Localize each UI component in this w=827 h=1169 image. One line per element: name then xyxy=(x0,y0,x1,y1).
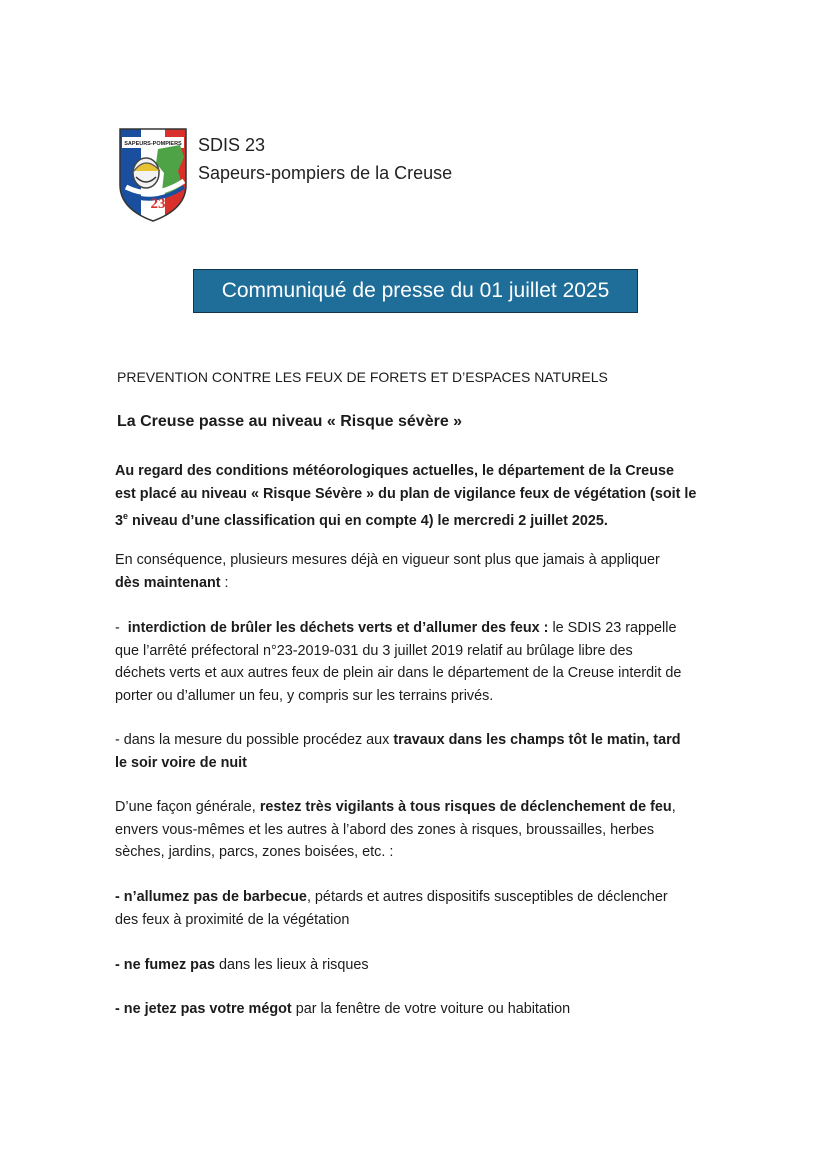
tip-cigarette-butt: - ne jetez pas votre mégot par la fenêtre de votre voiture ou habitation xyxy=(115,1001,571,1017)
consequence-line: dès maintenant : xyxy=(115,574,229,591)
intro-line: 3e niveau d’une classification qui en compte 4) le mercredi 2 juillet 2025. xyxy=(115,511,608,529)
consequence-paragraph xyxy=(115,549,715,594)
consequence-line: En conséquence, plusieurs mesures déjà en vigueur sont plus que jamais à appliquer xyxy=(115,552,660,568)
org-short-name: SDIS 23 xyxy=(198,135,266,155)
tip-barbecue: - n’allumez pas de barbecue, pétards et autres dispositifs susceptibles de déclencher des feux à proximité de la végétation xyxy=(115,889,668,928)
intro-line: est placé au niveau « Risque Sévère » du plan de vigilance feux de végétation (soit le xyxy=(115,485,697,502)
org-full-name: Sapeurs-pompiers de la Creuse xyxy=(198,163,453,183)
measure-field-work: - dans la mesure du possible procédez aux travaux dans les champs tôt le matin, tard le soir voire de nuit xyxy=(115,732,681,771)
press-release-banner: Communiqué de presse du 01 juillet 2025 xyxy=(193,269,638,313)
section-title: PREVENTION CONTRE LES FEUX DE FORETS ET D’ESPACES NATURELS xyxy=(117,369,608,385)
organization-name xyxy=(198,131,452,187)
general-vigilance: D’une façon générale, restez très vigilants à tous risques de déclenchement de feu, envers vous-mêmes et les autres à l’abord des zones à risques, broussailles, herbes sèches, jardins, parcs, zones boisées, etc. : xyxy=(115,799,676,860)
sdis-logo-icon xyxy=(118,127,188,223)
headline: La Creuse passe au niveau « Risque sévère » xyxy=(117,413,463,430)
measure-burning-ban: - interdiction de brûler les déchets verts et d’allumer des feux : le SDIS 23 rappelle que l’arrêté préfectoral n°23-2019-031 du 3 juillet 2019 relatif au brûlage libre des déchets verts et aux autres feux de plein air dans le département de la Creuse interdit de porter ou d’allumer un feu, y compris sur les terrains privés. xyxy=(115,620,682,704)
intro-line: Au regard des conditions météorologiques actuelles, le département de la Creuse xyxy=(115,463,674,479)
intro-paragraph xyxy=(115,460,715,532)
logo-number: 23 xyxy=(150,196,166,212)
logo-text: SAPEURS-POMPIERS xyxy=(124,141,182,147)
tip-smoking: - ne fumez pas dans les lieux à risques xyxy=(115,957,369,973)
